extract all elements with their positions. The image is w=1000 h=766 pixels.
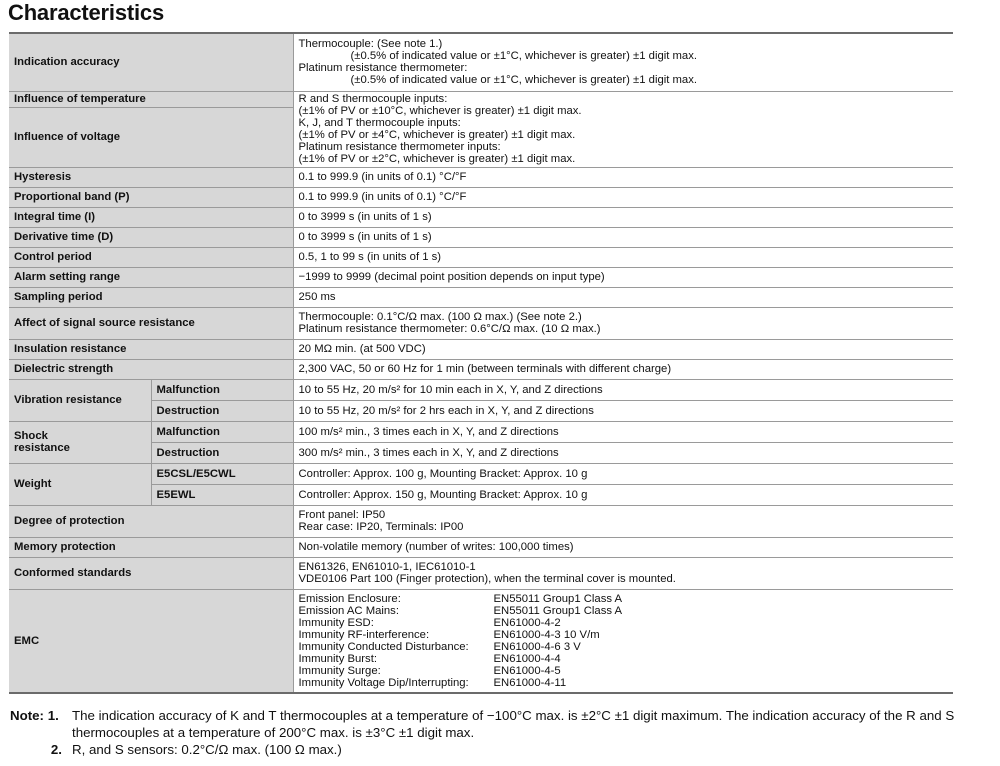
row-label: Vibration resistance — [9, 379, 151, 421]
row-value: −1999 to 9999 (decimal point position depends on input type) — [293, 267, 953, 287]
table-row — [9, 267, 953, 287]
table-row — [9, 505, 953, 537]
value-line: (±0.5% of indicated value or ±1°C, whichever is greater) ±1 digit max. — [350, 50, 698, 63]
emc-item — [299, 665, 948, 677]
row-label — [9, 421, 151, 463]
emc-item-name: Immunity Conducted Disturbance: — [298, 640, 469, 653]
table-row — [9, 247, 953, 267]
note-label — [10, 741, 72, 758]
row-label: Degree of protection — [9, 505, 293, 537]
row-value — [293, 307, 953, 339]
row-value — [293, 33, 953, 91]
emc-item — [299, 605, 948, 617]
emc-item — [299, 629, 948, 641]
row-value — [293, 589, 953, 693]
value-line: (±1% of PV or ±2°C, whichever is greater) ±1 digit max. — [298, 153, 576, 165]
row-sublabel: Destruction — [151, 442, 293, 463]
note-label — [10, 707, 72, 741]
emc-item-value: EN61000-4-2 — [493, 616, 561, 629]
row-value: 100 m/s² min., 3 times each in X, Y, and Z directions — [293, 421, 953, 442]
note-number: 2. — [50, 742, 62, 757]
row-value: 2,300 VAC, 50 or 60 Hz for 1 min (between terminals with different charge) — [293, 359, 953, 379]
row-value: 0.5, 1 to 99 s (in units of 1 s) — [293, 247, 953, 267]
table-row — [9, 557, 953, 589]
row-value: 300 m/s² min., 3 times each in X, Y, and Z directions — [293, 442, 953, 463]
note-text: R, and S sensors: 0.2°C/Ω max. (100 Ω max.) — [72, 742, 342, 757]
row-label: Alarm setting range — [9, 267, 293, 287]
row-sublabel: Destruction — [151, 400, 293, 421]
table-row — [9, 463, 953, 484]
row-label: Affect of signal source resistance — [9, 307, 293, 339]
note-item — [10, 741, 970, 758]
value-line: Platinum resistance thermometer: — [298, 62, 468, 75]
emc-item — [299, 593, 948, 605]
value-line: VDE0106 Part 100 (Finger protection), when the terminal cover is mounted. — [298, 573, 676, 585]
row-sublabel: E5CSL/E5CWL — [151, 463, 293, 484]
row-label: Sampling period — [9, 287, 293, 307]
label-line: Shock — [14, 430, 48, 442]
row-value — [293, 91, 953, 167]
row-label: Integral time (I) — [9, 207, 293, 227]
notes-section — [10, 707, 970, 758]
table-row — [9, 33, 953, 91]
table-row — [9, 537, 953, 557]
row-label: Memory protection — [9, 537, 293, 557]
row-value: Non-volatile memory (number of writes: 100,000 times) — [293, 537, 953, 557]
row-value: 10 to 55 Hz, 20 m/s² for 10 min each in X, Y, and Z directions — [293, 379, 953, 400]
row-label: EMC — [9, 589, 293, 693]
row-sublabel: Malfunction — [151, 421, 293, 442]
row-value: Controller: Approx. 100 g, Mounting Bracket: Approx. 10 g — [293, 463, 953, 484]
value-line: Front panel: IP50 — [298, 509, 386, 521]
row-sublabel: Malfunction — [151, 379, 293, 400]
value-line: R and S thermocouple inputs: — [298, 93, 448, 105]
table-row — [9, 207, 953, 227]
table-row — [9, 400, 953, 421]
emc-item-name: Emission AC Mains: — [298, 604, 399, 617]
value-line: (±0.5% of indicated value or ±1°C, whichever is greater) ±1 digit max. — [350, 74, 698, 87]
emc-item — [299, 617, 948, 629]
label-line: resistance — [14, 442, 70, 454]
value-line: Thermocouple: 0.1°C/Ω max. (100 Ω max.) (See note 2.) — [298, 311, 582, 323]
value-line: Platinum resistance thermometer: 0.6°C/Ω max. (10 Ω max.) — [298, 323, 601, 335]
emc-item-value: EN61000-4-5 — [493, 664, 561, 677]
row-label: Insulation resistance — [9, 339, 293, 359]
row-value: Controller: Approx. 150 g, Mounting Bracket: Approx. 10 g — [293, 484, 953, 505]
row-value: 10 to 55 Hz, 20 m/s² for 2 hrs each in X, Y, and Z directions — [293, 400, 953, 421]
table-row — [9, 91, 953, 107]
table-row — [9, 167, 953, 187]
row-label: Proportional band (P) — [9, 187, 293, 207]
row-label: Conformed standards — [9, 557, 293, 589]
value-line: (±1% of PV or ±4°C, whichever is greater) ±1 digit max. — [298, 129, 576, 141]
table-row — [9, 484, 953, 505]
emc-item-value: EN55011 Group1 Class A — [493, 604, 623, 617]
emc-item-value: EN61000-4-3 10 V/m — [493, 628, 600, 641]
row-label: Derivative time (D) — [9, 227, 293, 247]
row-value: 20 MΩ min. (at 500 VDC) — [293, 339, 953, 359]
table-row — [9, 287, 953, 307]
note-item — [10, 707, 970, 741]
row-label: Weight — [9, 463, 151, 505]
emc-item-value: EN61000-4-6 3 V — [493, 640, 581, 653]
table-row — [9, 442, 953, 463]
row-value — [293, 557, 953, 589]
emc-item-name: Emission Enclosure: — [298, 592, 401, 605]
row-value: 0.1 to 999.9 (in units of 0.1) °C/°F — [293, 187, 953, 207]
table-row — [9, 187, 953, 207]
table-row — [9, 589, 953, 693]
emc-item-name: Immunity ESD: — [298, 616, 374, 629]
emc-item — [299, 653, 948, 665]
row-value: 0 to 3999 s (in units of 1 s) — [293, 227, 953, 247]
emc-item-value: EN55011 Group1 Class A — [493, 592, 623, 605]
row-value: 0 to 3999 s (in units of 1 s) — [293, 207, 953, 227]
table-row — [9, 307, 953, 339]
table-row — [9, 379, 953, 400]
table-row — [9, 421, 953, 442]
table-row — [9, 339, 953, 359]
value-line: (±1% of PV or ±10°C, whichever is greater) ±1 digit max. — [298, 105, 582, 117]
emc-item-value: EN61000-4-4 — [493, 652, 561, 665]
emc-item-name: Immunity Voltage Dip/Interrupting: — [298, 676, 469, 689]
value-line: EN61326, EN61010-1, IEC61010-1 — [298, 561, 476, 573]
emc-item-name: Immunity Surge: — [298, 664, 381, 677]
value-line: Thermocouple: (See note 1.) — [298, 38, 443, 51]
emc-item — [299, 641, 948, 653]
value-line: K, J, and T thermocouple inputs: — [298, 117, 461, 129]
emc-item-name: Immunity RF-interference: — [298, 628, 430, 641]
row-value — [293, 505, 953, 537]
emc-item-name: Immunity Burst: — [298, 652, 377, 665]
note-text: The indication accuracy of K and T thermocouples at a temperature of −100°C max. is ±2°C ±1 digit maximum. The indication accuracy of the R and S thermocouples at a temperature of 200°C max. is ±3°C ±1 digit max. — [72, 708, 955, 740]
row-sublabel: E5EWL — [151, 484, 293, 505]
row-label: Influence of voltage — [9, 107, 293, 167]
table-row — [9, 359, 953, 379]
row-label: Control period — [9, 247, 293, 267]
value-line: Rear case: IP20, Terminals: IP00 — [298, 521, 464, 533]
row-label: Hysteresis — [9, 167, 293, 187]
emc-item — [299, 677, 948, 689]
row-value: 250 ms — [293, 287, 953, 307]
note-heading: Note: — [10, 708, 44, 723]
note-number: 1. — [47, 708, 59, 723]
row-label: Indication accuracy — [9, 33, 293, 91]
table-row — [9, 227, 953, 247]
row-value: 0.1 to 999.9 (in units of 0.1) °C/°F — [293, 167, 953, 187]
emc-item-value: EN61000-4-11 — [493, 676, 567, 689]
characteristics-table — [9, 32, 953, 694]
value-line: Platinum resistance thermometer inputs: — [298, 141, 501, 153]
page-title: Characteristics — [8, 0, 164, 25]
row-label: Dielectric strength — [9, 359, 293, 379]
row-label: Influence of temperature — [9, 91, 293, 107]
